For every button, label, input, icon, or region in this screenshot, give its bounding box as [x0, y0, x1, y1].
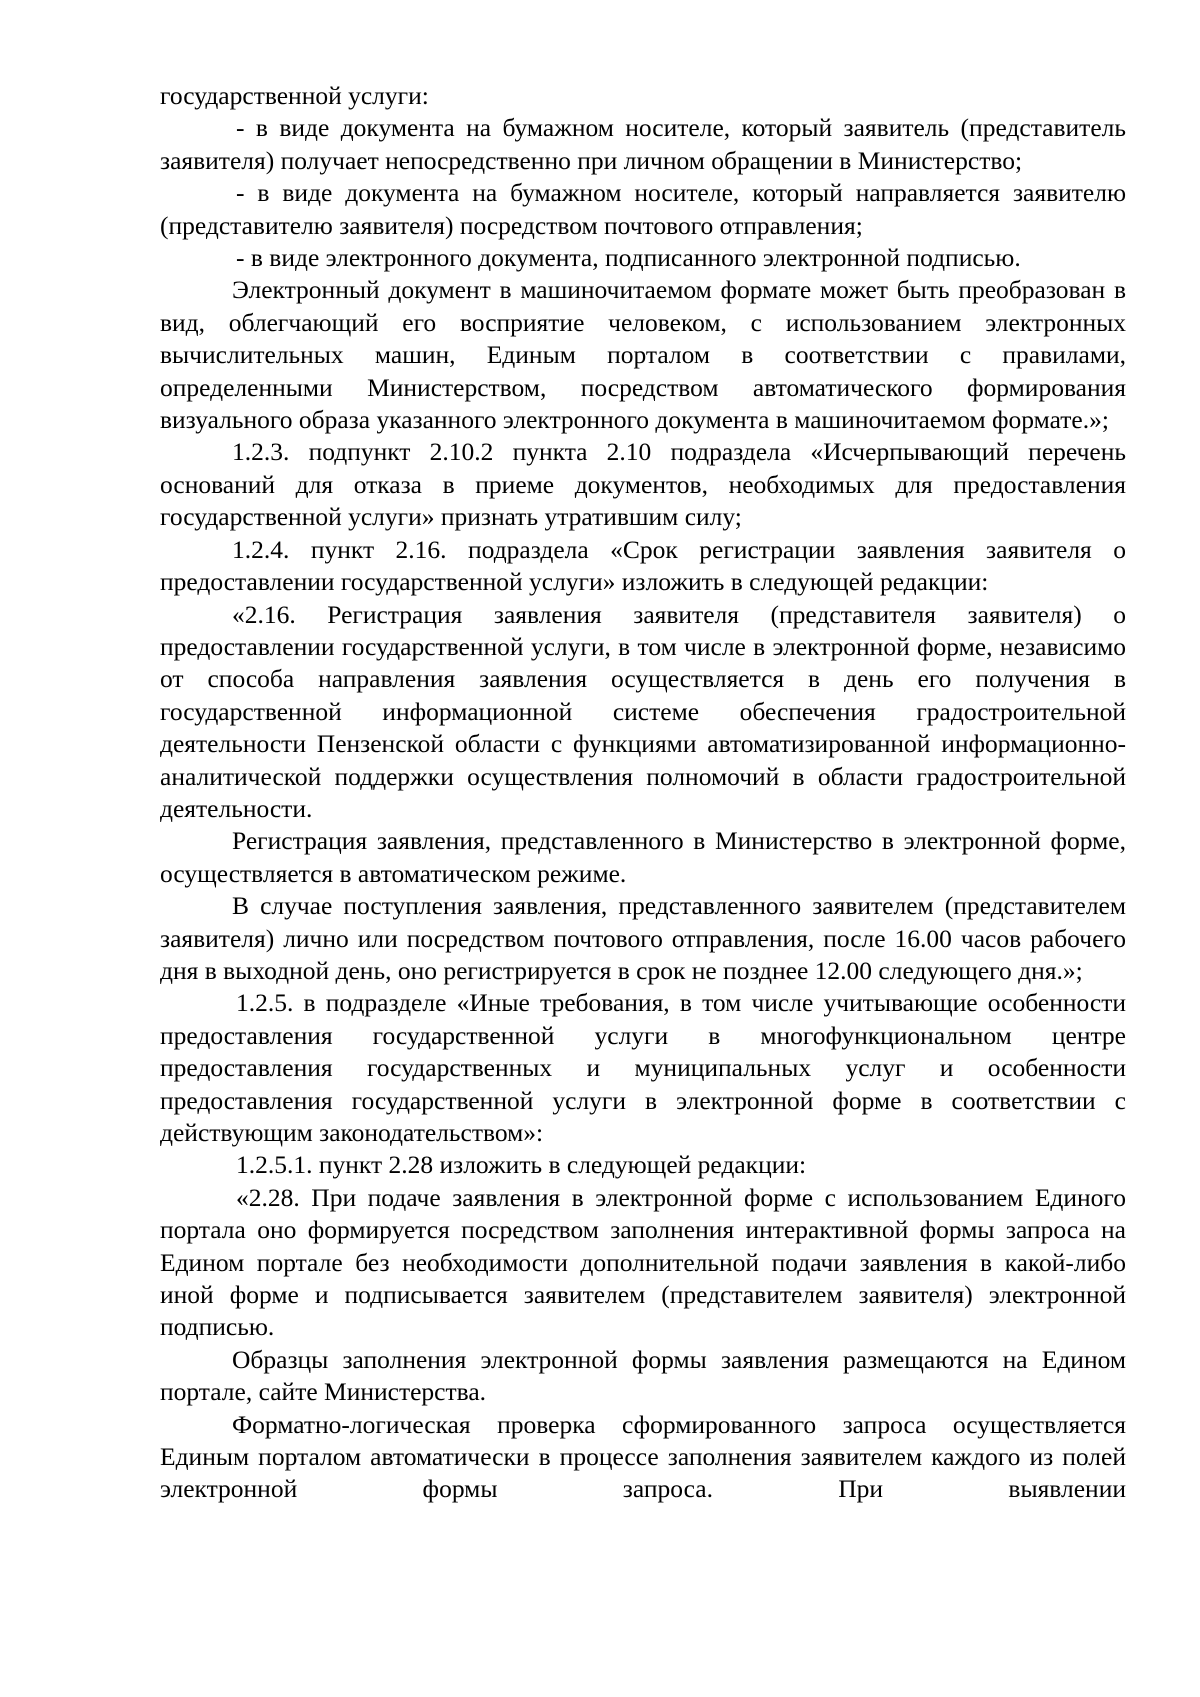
paragraph-4: - в виде электронного документа, подписанного электронной подписью. [236, 243, 1021, 273]
paragraph-15: Форматно-логическая проверка сформированного запроса осуществляется Единым порталом автоматически в процессе заполнения заявителем каждого из полей электронной формы запроса. При выявлении [160, 1409, 1126, 1504]
paragraph-2: - в виде документа на бумажном носителе, который заявитель (представитель заявителя) получает непосредственно при личном обращении в Министерство; [160, 113, 1126, 175]
paragraph-13: «2.28. При подаче заявления в электронной форме с использованием Единого портала оно формируется посредством заполнения интерактивной формы запроса на Едином портале без необходимости дополнительной подачи заявления в какой-либо иной форме и подписывается заявителем (представителем заявителя) электронной подписью. [160, 1182, 1126, 1342]
document-page [160, 80, 1126, 1506]
paragraph-7: 1.2.4. пункт 2.16. подраздела «Срок регистрации заявления заявителя о предоставлении государственной услуги» изложить в следующей редакции: [160, 534, 1126, 597]
paragraph-1: государственной услуги: [160, 81, 429, 110]
paragraph-5: Электронный документ в машиночитаемом формате может быть преобразован в вид, облегчающий его восприятие человеком, с использованием электронных вычислительных машин, Единым порталом в соответствии с правилами, определенными Министерством, посредством автоматического формирования визуального образа указанного электронного документа в машиночитаемом формате.»; [160, 275, 1126, 435]
paragraph-6: 1.2.3. подпункт 2.10.2 пункта 2.10 подраздела «Исчерпывающий перечень оснований для отказа в приеме документов, необходимых для предоставления государственной услуги» признать утратившим силу; [160, 437, 1126, 532]
paragraph-3: - в виде документа на бумажном носителе, который направляется заявителю (представителю заявителя) посредством почтового отправления; [160, 178, 1126, 240]
paragraph-12: 1.2.5.1. пункт 2.28 изложить в следующей редакции: [236, 1150, 807, 1180]
paragraph-10: В случае поступления заявления, представленного заявителем (представителем заявителя) лично или посредством почтового отправления, после 16.00 часов рабочего дня в выходной день, оно регистрируется в срок не позднее 12.00 следующего дня.»; [160, 891, 1126, 985]
paragraph-9: Регистрация заявления, представленного в Министерство в электронной форме, осуществляется в автоматическом режиме. [160, 826, 1126, 888]
paragraph-8: «2.16. Регистрация заявления заявителя (представителя заявителя) о предоставлении государственной услуги, в том числе в электронной форме, независимо от способа направления заявления осуществляется в день его получения в государственной информационной системе обеспечения градостроительной деятельности Пензенской области с функциями автоматизированной информационно-аналитической поддержки осуществления полномочий в области градостроительной деятельности. [160, 599, 1126, 823]
paragraph-11: 1.2.5. в подразделе «Иные требования, в том числе учитывающие особенности предоставления государственной услуги в многофункциональном центре предоставления государственных и муниципальных услуг и особенности предоставления государственной услуги в электронной форме в соответствии с действующим законодательством»: [160, 988, 1126, 1147]
paragraph-14: Образцы заполнения электронной формы заявления размещаются на Едином портале, сайте Министерства. [160, 1344, 1126, 1407]
